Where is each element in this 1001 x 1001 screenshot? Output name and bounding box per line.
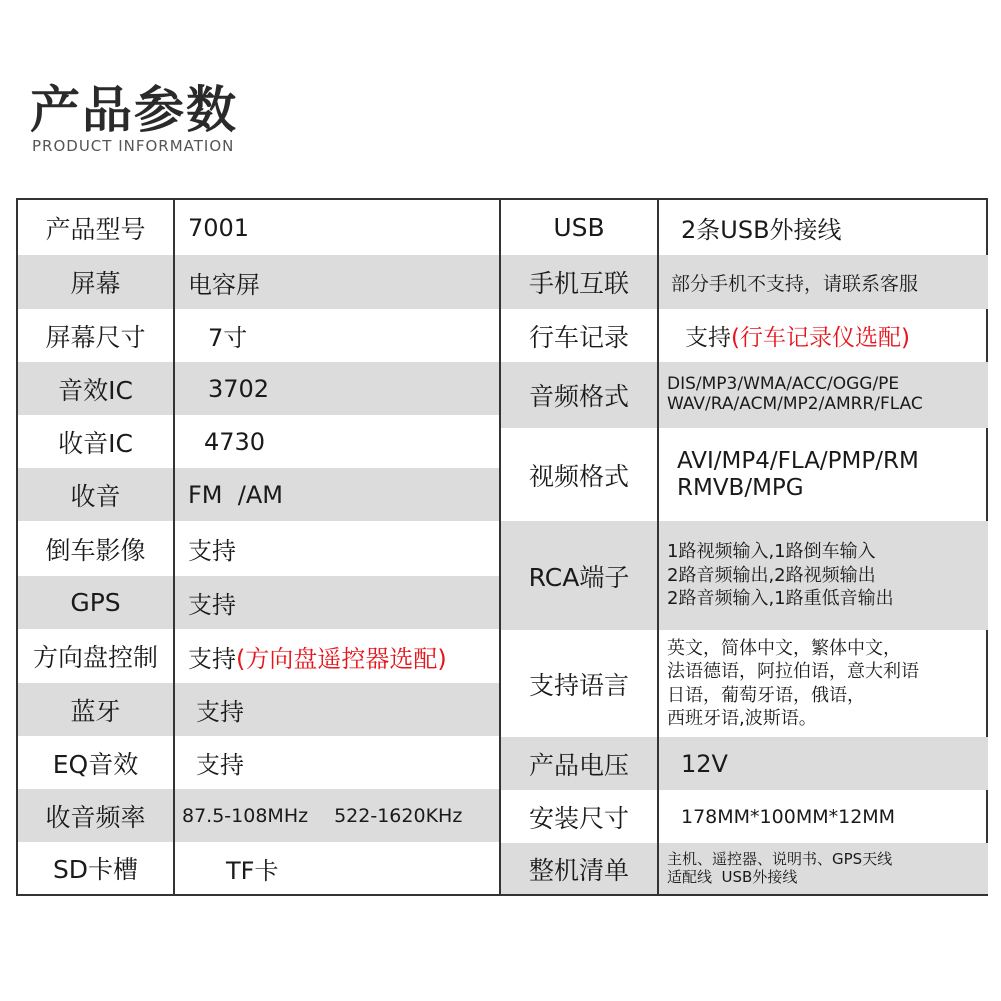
spec-label: 音频格式 — [528, 382, 629, 411]
spec-row — [18, 576, 499, 629]
spec-row — [501, 309, 988, 362]
page-subtitle: PRODUCT INFORMATION — [32, 137, 235, 155]
spec-row — [501, 630, 988, 737]
spec-row — [18, 521, 499, 576]
spec-label: 安装尺寸 — [528, 803, 629, 833]
spec-line: 西班牙语,波斯语。 — [667, 707, 817, 729]
spec-line: 英文，简体中文，繁体中文， — [667, 637, 901, 659]
spec-label: 收音 — [70, 481, 121, 511]
spec-value-group — [188, 629, 495, 683]
spec-row — [501, 737, 988, 790]
spec-label: 音效IC — [58, 375, 133, 405]
spec-value: 3702 — [208, 374, 270, 403]
spec-row — [18, 309, 499, 362]
spec-row — [18, 842, 499, 894]
spec-label: USB — [553, 213, 605, 242]
spec-row — [501, 255, 988, 309]
spec-row — [18, 683, 499, 736]
spec-row — [18, 415, 499, 468]
spec-label: 收音频率 — [45, 802, 146, 832]
spec-value-lines — [667, 630, 984, 737]
spec-label: 收音IC — [58, 428, 133, 458]
spec-value: 7001 — [188, 213, 250, 242]
spec-row — [501, 428, 988, 521]
spec-value: 178MM*100MM*12MM — [681, 805, 896, 828]
spec-value: 部分手机不支持，请联系客服 — [671, 272, 919, 295]
spec-label: 产品电压 — [528, 750, 629, 780]
spec-row — [501, 521, 988, 630]
spec-value-lines — [667, 362, 984, 428]
spec-value: FM /AM — [188, 480, 283, 509]
column-divider — [173, 200, 175, 894]
spec-label: 屏幕尺寸 — [45, 322, 146, 352]
spec-row — [18, 736, 499, 789]
spec-row — [18, 629, 499, 683]
spec-line: 2路音频输入,1路重低音输出 — [667, 588, 894, 610]
spec-label: 倒车影像 — [45, 535, 146, 565]
spec-value-lines — [667, 521, 984, 630]
spec-line: 法语德语，阿拉伯语，意大利语 — [667, 661, 919, 683]
spec-line: WAV/RA/ACM/MP2/AMRR/FLAC — [667, 394, 923, 414]
spec-row — [18, 200, 499, 255]
spec-note: (方向盘遥控器选配) — [236, 644, 447, 673]
spec-label: 手机互联 — [528, 269, 629, 298]
spec-value: 87.5-108MHz — [182, 804, 309, 827]
spec-value-2: 522-1620KHz — [334, 804, 463, 827]
spec-label: 支持语言 — [528, 670, 629, 700]
spec-label: 整机清单 — [528, 855, 629, 885]
spec-value-lines — [667, 843, 984, 894]
page-title: 产品参数 — [30, 81, 238, 139]
spec-label: 屏幕 — [70, 269, 121, 298]
spec-value: 支持 — [685, 325, 731, 351]
spec-row — [18, 468, 499, 521]
spec-label: EQ音效 — [52, 749, 139, 779]
spec-line: 主机、遥控器、说明书、GPS天线 — [667, 850, 893, 869]
spec-value: 支持 — [196, 698, 244, 726]
spec-value: 7寸 — [208, 324, 248, 352]
spec-line: 日语，葡萄牙语，俄语， — [667, 684, 865, 706]
spec-row — [501, 790, 988, 843]
spec-line: 1路视频输入,1路倒车输入 — [667, 541, 876, 563]
spec-label: RCA端子 — [528, 562, 630, 592]
spec-note: (行车记录仪选配) — [731, 325, 910, 351]
spec-table-left — [18, 200, 499, 894]
spec-row — [18, 255, 499, 309]
spec-value: 12V — [681, 749, 728, 778]
spec-table — [16, 198, 988, 896]
spec-value-group — [182, 789, 495, 842]
spec-line: RMVB/MPG — [677, 474, 804, 501]
spec-line: 适配线 USB外接线 — [667, 867, 798, 886]
spec-value: TF卡 — [226, 856, 279, 885]
spec-label: 产品型号 — [45, 214, 146, 244]
spec-line: AVI/MP4/FLA/PMP/RM — [677, 448, 919, 475]
spec-value-group — [685, 309, 984, 362]
spec-label: 视频格式 — [528, 461, 629, 491]
spec-value: 支持 — [196, 751, 244, 779]
spec-line: 2路音频输出,2路视频输出 — [667, 564, 876, 586]
spec-row — [501, 843, 988, 894]
spec-row — [501, 362, 988, 428]
spec-label: GPS — [70, 588, 121, 617]
spec-row — [18, 789, 499, 842]
spec-value: 4730 — [204, 427, 266, 456]
spec-value: 支持 — [188, 644, 236, 673]
spec-value: 电容屏 — [188, 270, 260, 299]
spec-line: DIS/MP3/WMA/ACC/OGG/PE — [667, 374, 900, 395]
spec-value-lines — [677, 428, 984, 521]
spec-value: 支持 — [188, 537, 236, 565]
spec-row — [18, 362, 499, 415]
spec-label: SD卡槽 — [52, 855, 139, 884]
spec-table-right — [499, 200, 988, 894]
spec-value: 支持 — [188, 591, 236, 619]
spec-value: 2条USB外接线 — [681, 216, 842, 244]
spec-row — [501, 200, 988, 255]
column-divider — [657, 200, 659, 894]
spec-label: 蓝牙 — [70, 696, 121, 726]
spec-label: 方向盘控制 — [32, 643, 158, 672]
spec-label: 行车记录 — [528, 322, 629, 352]
